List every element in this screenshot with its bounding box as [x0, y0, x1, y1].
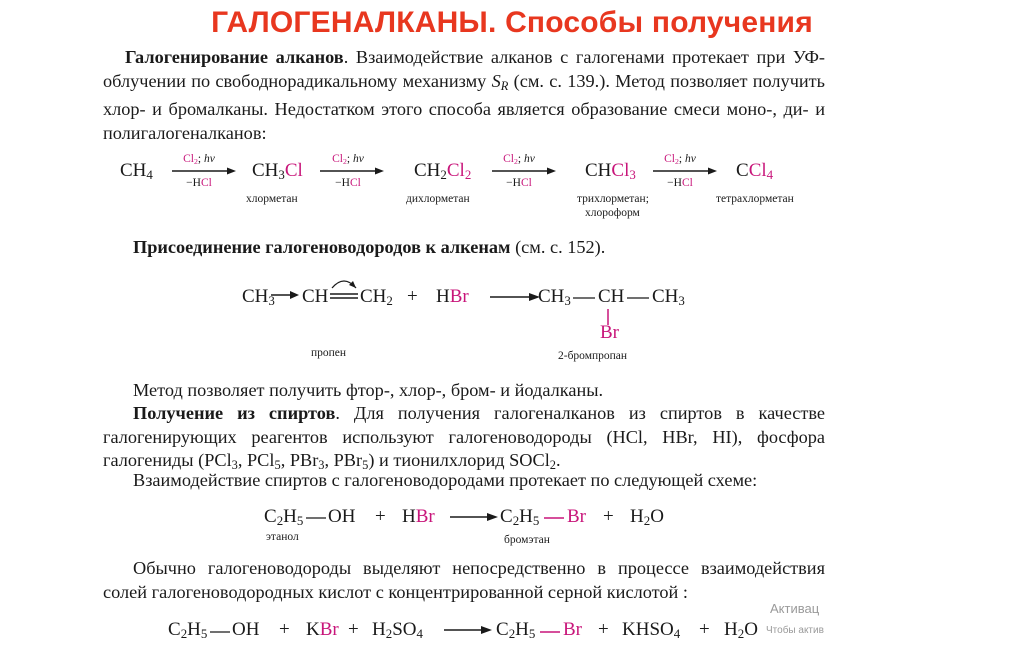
plus-sign: +	[603, 506, 614, 527]
bond-line	[210, 630, 230, 634]
plus-sign: +	[598, 619, 609, 640]
bond-line	[627, 296, 649, 300]
paragraph-alcohols: Получение из спиртов. Для получения галогеналканов из спиртов в качестве галогенирующих реагентов используют галогеноводороды (HCl, HBr, HI), фосфора галогениды (PCl$_3$, PCl$_5$, PBr$_3$, PBr$_5$) и тионилхлорид SOCl$_2$.	[103, 403, 826, 473]
formula-hbr: HBr	[436, 286, 469, 307]
formula-br: Br	[567, 506, 586, 527]
formula-ch: CH	[302, 286, 329, 307]
reaction-arrow	[450, 512, 498, 522]
caption-chlormethane: хлорметан	[246, 193, 298, 205]
formula-oh: OH	[232, 619, 260, 640]
activation-watermark-text: Чтобы актив	[766, 625, 824, 636]
plus-sign: +	[279, 619, 290, 640]
page-title: ГАЛОГЕНАЛКАНЫ. Способы получения	[211, 6, 813, 39]
paragraph-generation: Обычно галогеноводороды выделяют непосредственно в процессе взаимодействия солей галогеноводородных кислот с концентрированной серной кислотой :	[103, 558, 825, 602]
formula-product-ch: CH	[598, 286, 625, 307]
paragraph-heading: Присоединение галогеноводородов к алкенам	[133, 237, 511, 257]
bond-line	[573, 296, 595, 300]
paragraph-heading: Получение из спиртов	[133, 403, 336, 423]
formula-ch4: $CH_4$	[120, 160, 153, 183]
formula-ch2: $CH_2$	[360, 286, 393, 309]
caption-propene: пропен	[311, 347, 347, 359]
caption-bromoethane: бромэтан	[504, 534, 550, 546]
formula-water: $H_2O$	[630, 506, 664, 529]
caption-ethanol: этанол	[266, 531, 299, 543]
electron-shift-arrow	[271, 290, 299, 300]
formula-ch2cl2: $CH_2Cl_2$	[414, 160, 472, 183]
bond-line	[540, 630, 560, 634]
paragraph-method: Метод позволяет получить фтор-, хлор-, бром- и йодалканы.	[133, 380, 604, 400]
caption-chloroform: хлороформ	[585, 207, 640, 219]
paragraph-heading: Галогенирование алканов	[125, 47, 344, 67]
reaction-arrow	[444, 625, 492, 635]
bond-line	[544, 516, 564, 520]
formula-kbr: KBr	[306, 619, 339, 640]
formula-product-br: Br	[600, 322, 619, 343]
double-bond	[328, 276, 360, 302]
activation-watermark-title: Активац	[770, 601, 820, 616]
caption-tetrachlormethane: тетрахлорметан	[716, 193, 794, 205]
formula-ch3cl: $CH_3Cl$	[252, 160, 303, 183]
formula-khso4: $KHSO_4$	[622, 619, 681, 642]
caption-2-brompropane: 2-бромпропан	[558, 350, 628, 362]
plus-sign: +	[348, 619, 359, 640]
paragraph-halogenation: Галогенирование алканов. Взаимодействие алканов с галогенами протекает при УФ-облучении по свободнорадикальному механизму $S_R$ (см. с. 139.). Метод позволяет получить хлор- и бромалканы. Недостатком этого способа является образование смеси моно-, ди- и полигалогеналканов:	[103, 47, 826, 143]
formula-h2so4: $H_2SO_4$	[372, 619, 423, 642]
plus-sign: +	[699, 619, 710, 640]
caption-dichlormethane: дихлорметан	[406, 193, 470, 205]
formula-bromoethane: $C_2H_5$	[500, 506, 540, 529]
formula-product-ch3b: $CH_3$	[652, 286, 685, 309]
formula-chcl3: CHCl$_3$	[585, 160, 636, 183]
reaction-arrow	[490, 292, 540, 302]
plus-sign: +	[407, 286, 418, 307]
formula-ethanol: $C_2H_5$	[264, 506, 304, 529]
bond-line	[306, 516, 326, 520]
formula-br: Br	[563, 619, 582, 640]
formula-ethanol: $C_2H_5$	[168, 619, 208, 642]
formula-ccl4: CCl$_4$	[736, 160, 774, 183]
formula-product-ch3a: $CH_3$	[538, 286, 571, 309]
formula-bromoethane: $C_2H_5$	[496, 619, 536, 642]
plus-sign: +	[375, 506, 386, 527]
paragraph-addition: Присоединение галогеноводородов к алкенам (см. с. 152).	[133, 237, 606, 257]
caption-trichlormethane: трихлорметан;	[577, 193, 649, 205]
formula-oh: OH	[328, 506, 356, 527]
formula-water: $H_2O$	[724, 619, 758, 642]
formula-hbr: HBr	[402, 506, 435, 527]
formula-ch3: $CH_3$	[242, 286, 275, 309]
paragraph-scheme-intro: Взаимодействие спиртов с галогеноводородами протекает по следующей схеме:	[133, 470, 758, 490]
